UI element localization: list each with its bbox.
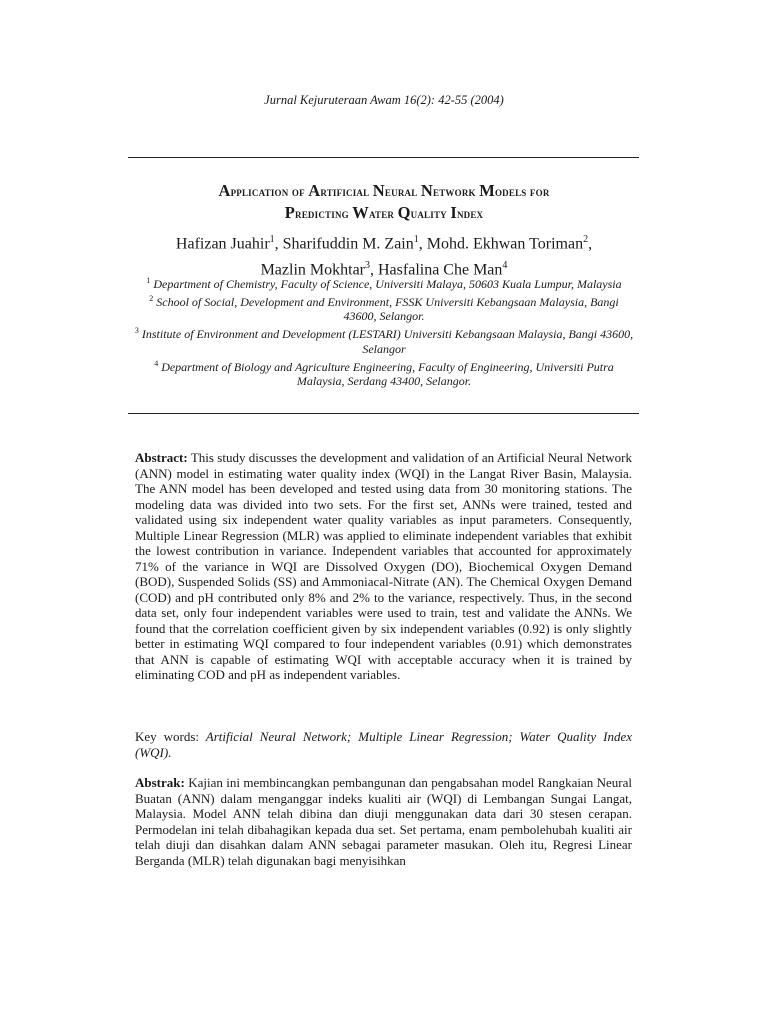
affiliation-entry [132, 274, 636, 292]
affiliation-text: Department of Biology and Agriculture Engineering, Faculty of Engineering, Universiti Putra Malaysia, Serdang 43400, Selangor. [158, 359, 614, 389]
title-initial: W [352, 203, 369, 222]
keywords-paragraph [135, 729, 632, 760]
affiliation-number: 1 [146, 276, 151, 285]
author-affiliation-mark: 1 [269, 234, 275, 245]
author-name: Mazlin Mokhtar [260, 261, 365, 279]
author-separator: , [274, 235, 283, 253]
title-initial: P [284, 203, 296, 222]
affiliation-number: 4 [154, 358, 159, 368]
keywords-text: Artificial Neural Network; Multiple Linear Regression; Water Quality Index (WQI). [135, 729, 632, 760]
title-initial: M [479, 181, 495, 200]
title-word-rest: ndex [456, 206, 484, 221]
abstract-paragraph [135, 450, 632, 683]
affiliation-text: Department of Chemistry, Faculty of Science, Universiti Malaya, 50603 Kuala Lumpur, Malaysia [150, 277, 622, 291]
abstract-label: Abstract: [135, 450, 188, 465]
abstract-text: This study discusses the development and validation of an Artificial Neural Network (ANN) model in estimating water quality index (WQI) in the Langat River Basin, Malaysia. The ANN model has been developed and tested using data from 30 monitoring stations. The modeling data was divided into two sets. For the first set, ANNs were trained, tested and validated using six independent water quality variables as input parameters. Consequently, Multiple Linear Regression (MLR) was applied to eliminate independent variables that exhibit the lowest contribution in variance. Independent variables that accounted for approximately 71% of the variance in WQI are Dissolved Oxygen (DO), Biochemical Oxygen Demand (BOD), Suspended Solids (SS) and Ammoniacal-Nitrate (AN). The Chemical Oxygen Demand (COD) and pH contributed only 8% and 2% to the variance, respectively. Thus, in the second data set, only four independent variables were used to train, test and validate the ANNs. We found that the correlation coefficient given by six independent variables (0.92) is only slightly better in estimating WQI compared to four independent variables (0.91) which demonstrates that ANN is capable of estimating WQI with acceptable accuracy when it is trained by eliminating COD and pH as independent variables. [135, 450, 632, 682]
affiliation-text: Institute of Environment and Development (LESTARI) Universiti Kebangsaan Malaysia, Bangi 43600, Selangor [138, 327, 634, 356]
title-initial: A [308, 181, 321, 200]
title-initial: N [420, 181, 434, 200]
author-affiliation-mark: 2 [583, 234, 589, 245]
title-initial: I [450, 203, 457, 222]
top-rule [128, 157, 639, 158]
title-line-2 [128, 202, 640, 224]
title-word-rest: ater [369, 206, 398, 221]
title-initial: Q [397, 203, 411, 222]
author-affiliation-mark: 1 [413, 234, 419, 245]
paper-title [128, 180, 640, 224]
affiliation-entry [132, 324, 636, 356]
journal-header: Jurnal Kejuruteraan Awam 16(2): 42-55 (2004) [264, 93, 504, 107]
abstrak-text: Kajian ini membincangkan pembangunan dan pengabsahan model Rangkaian Neural Buatan (ANN) dalam menganggar indeks kualiti air (WQI) di Lembangan Sungai Langat, Malaysia. Model ANN telah dibina dan diuji menggunakan data dari 30 stesen cerapan. Permodelan ini telah dibahagikan kepada dua set. Set pertama, enam pembolehubah kualiti air telah diuji dan disahkan dalam ANN sebagai parameter masukan. Oleh itu, Regresi Linear Berganda (MLR) telah digunakan bagi menyisihkan [135, 775, 632, 868]
title-word-rest: odels for [494, 184, 550, 199]
bottom-rule [128, 413, 639, 414]
author-affiliation-mark: 4 [502, 260, 508, 272]
abstrak-paragraph [135, 775, 632, 868]
author-name: Mohd. Ekhwan Toriman [426, 235, 584, 253]
affiliations [132, 274, 636, 389]
author-separator: , [588, 235, 593, 253]
title-word-rest: uality [410, 206, 451, 221]
affiliation-entry [132, 292, 636, 324]
author-name: Hafizan Juahir [175, 235, 270, 253]
author-affiliation-mark: 3 [365, 260, 370, 272]
affiliation-text: School of Social, Development and Environment, FSSK Universiti Kebangsaan Malaysia, Bangi 43600, Selangor. [153, 294, 619, 324]
title-word-rest: redicting [295, 206, 353, 221]
title-word-rest: etwork [433, 184, 480, 199]
title-word-rest: pplication of [230, 184, 309, 199]
keywords-label: Key words: [135, 729, 200, 744]
author-name: Hasfalina Che Man [378, 261, 503, 279]
abstrak-label: Abstrak: [135, 775, 185, 790]
author-name: Sharifuddin M. Zain [282, 235, 414, 253]
title-initial: N [372, 181, 385, 200]
title-line-1 [128, 180, 640, 202]
author-separator: , [370, 261, 378, 279]
affiliation-entry [132, 357, 636, 389]
author-separator: , [418, 235, 427, 253]
title-word-rest: eural [384, 184, 421, 199]
title-word-rest: rtificial [320, 184, 373, 199]
title-initial: A [218, 181, 231, 200]
affiliation-number: 3 [134, 326, 139, 336]
affiliation-number: 2 [149, 293, 154, 303]
